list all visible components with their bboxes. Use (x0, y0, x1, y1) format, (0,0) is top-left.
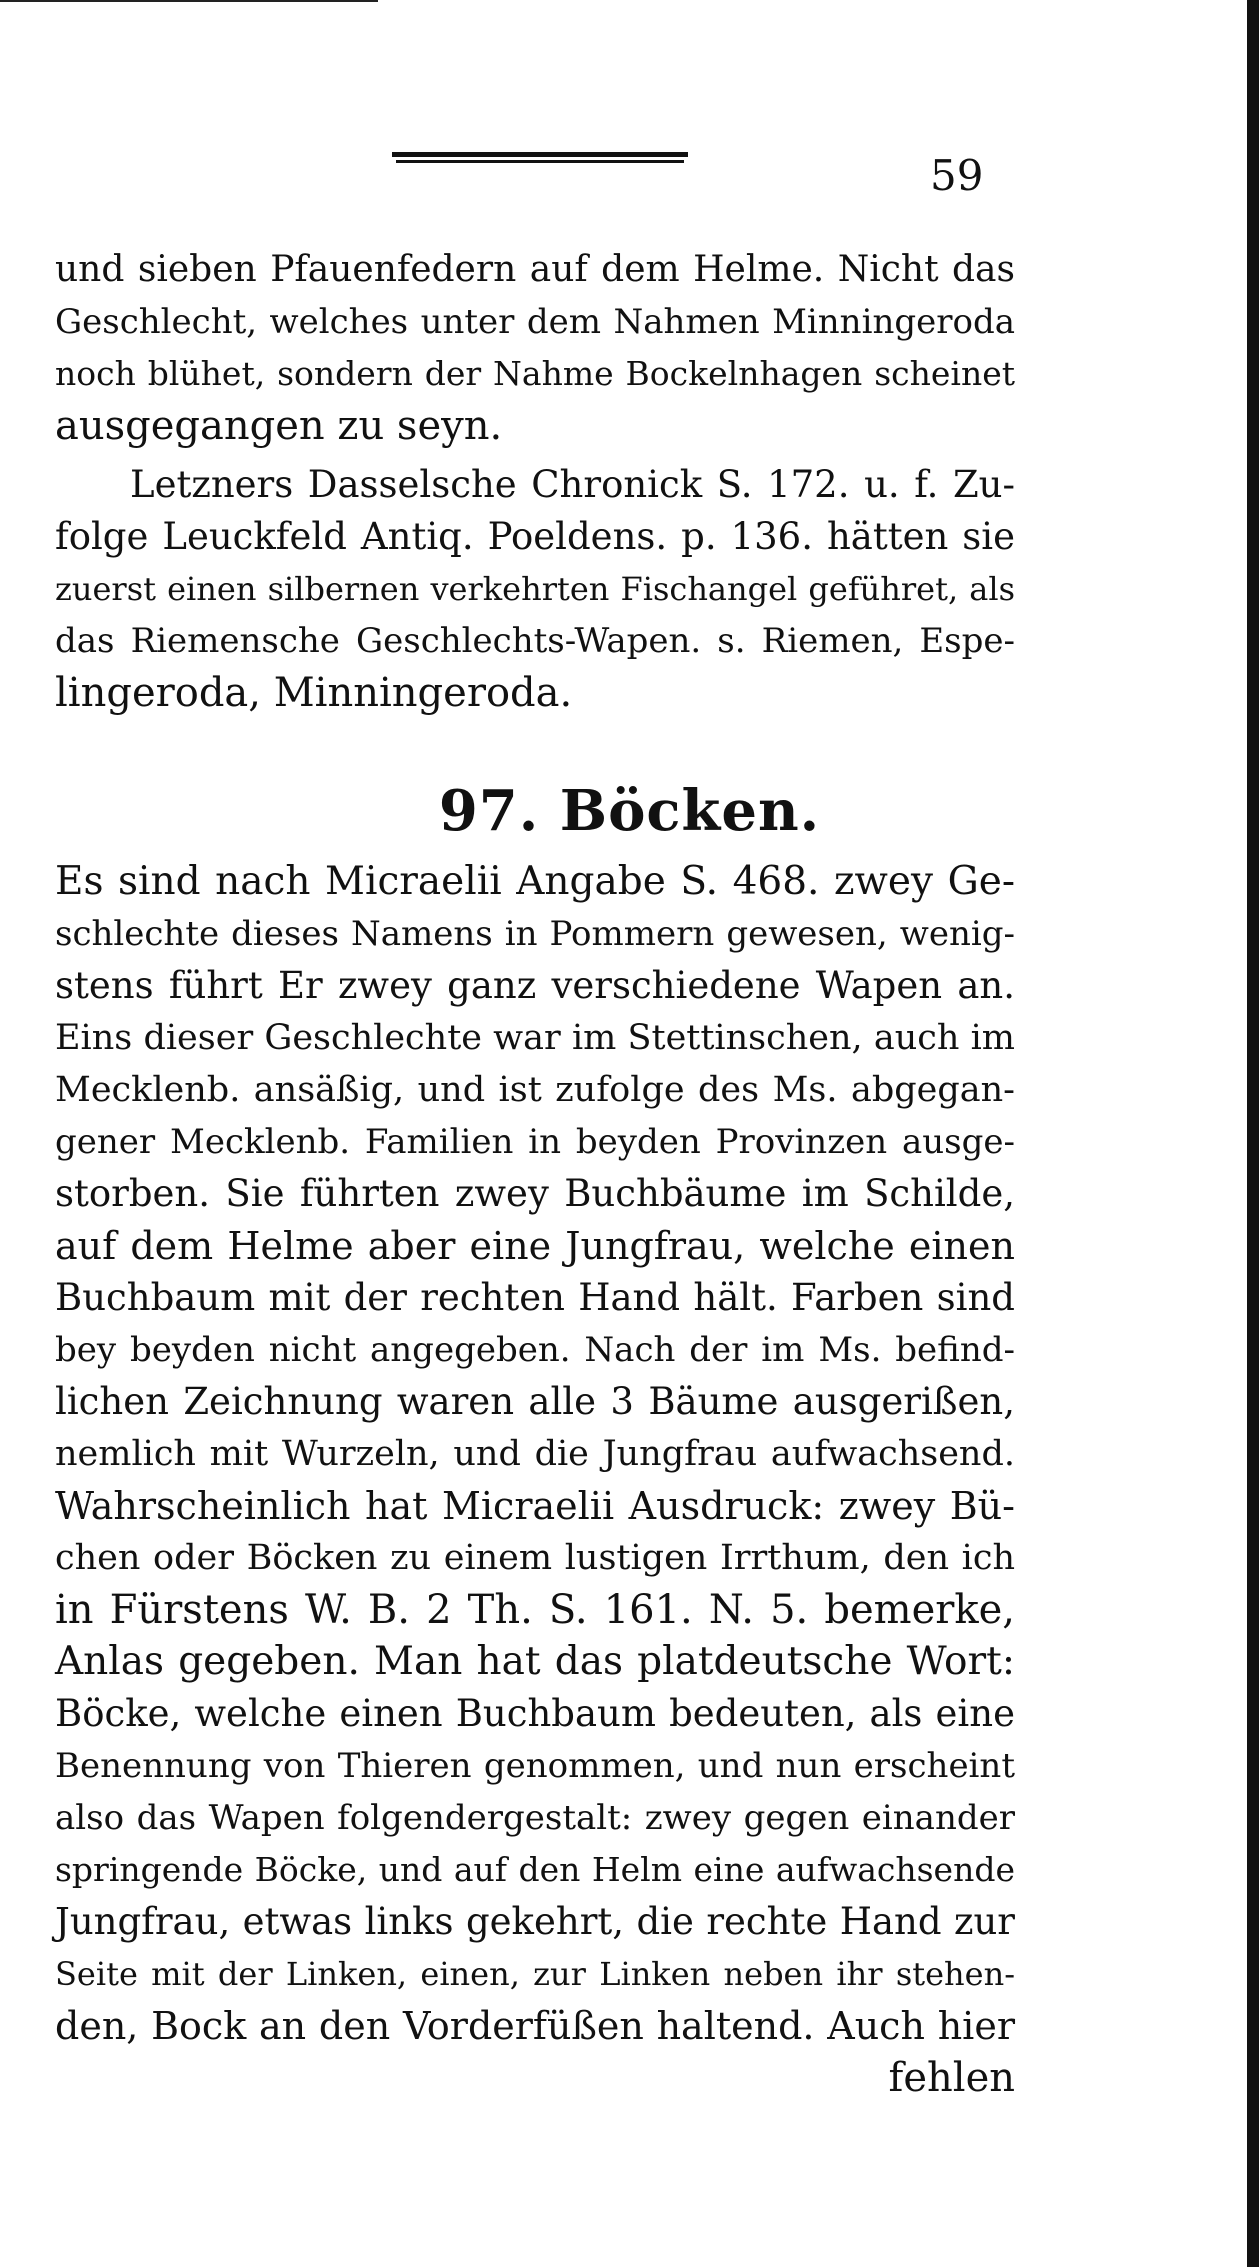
text-line: Böcke, welche einen Buchbaum bedeuten, als eine (55, 1692, 1015, 1735)
page-number: 59 (930, 151, 984, 200)
header-ornament-rule (392, 150, 688, 168)
top-edge-rule (0, 0, 378, 2)
text-line: und sieben Pfauenfedern auf dem Helme. Nicht das (55, 249, 1015, 290)
text-line: den, Bock an den Vorderfüßen haltend. Auch hier (55, 2004, 1015, 2048)
text-line: lichen Zeichnung waren alle 3 Bäume ausgerißen, (55, 1380, 1015, 1423)
text-line: Anlas gegeben. Man hat das platdeutsche Wort: (55, 1639, 1015, 1684)
text-line: Mecklenb. ansäßig, und ist zufolge des Ms. abgegan- (55, 1070, 1015, 1110)
text-line: Benennung von Thieren genommen, und nun erscheint (55, 1746, 1015, 1786)
text-line: gener Mecklenb. Familien in beyden Provinzen ausge- (55, 1122, 1015, 1162)
text-line: Geschlecht, welches unter dem Nahmen Minningeroda (55, 302, 1015, 342)
text-line: Jungfrau, etwas links gekehrt, die rechte Hand zur (55, 1900, 1015, 1943)
text-line: schlechte dieses Namens in Pommern gewesen, wenig- (55, 914, 1015, 954)
text-line: Letzners Dasselsche Chronick S. 172. u. f. Zu- (130, 463, 1015, 506)
text-line: springende Böcke, und auf den Helm eine aufwachsende (55, 1850, 1015, 1889)
text-line: Es sind nach Micraelii Angabe S. 468. zwey Ge- (55, 859, 1015, 904)
text-line: stens führt Er zwey ganz verschiedene Wapen an. (55, 964, 1015, 1007)
text-line: storben. Sie führten zwey Buchbäume im Schilde, (55, 1172, 1015, 1215)
text-line: Seite mit der Linken, einen, zur Linken neben ihr stehen- (55, 1955, 1015, 1993)
text-line: Buchbaum mit der rechten Hand hält. Farben sind (55, 1276, 1015, 1319)
right-page-edge (1247, 0, 1259, 2267)
text-line: Eins dieser Geschlechte war im Stettinschen, auch im (55, 1018, 1015, 1058)
text-line: noch blühet, sondern der Nahme Bockelnhagen scheinet (55, 354, 1015, 393)
text-line: folge Leuckfeld Antiq. Poeldens. p. 136. hätten sie (55, 515, 1015, 558)
text-line: ausgegangen zu seyn. (55, 403, 503, 449)
text-line: auf dem Helme aber eine Jungfrau, welche einen (55, 1224, 1015, 1268)
text-line: bey beyden nicht angegeben. Nach der im Ms. befind- (55, 1330, 1015, 1370)
section-heading: 97. Böcken. (438, 778, 821, 844)
text-line: Wahrscheinlich hat Micraelii Ausdruck: zwey Bü- (55, 1484, 1015, 1528)
text-line: nemlich mit Wurzeln, und die Jungfrau aufwachsend. (55, 1434, 1015, 1474)
text-line: lingeroda, Minningeroda. (55, 670, 573, 716)
text-line: chen oder Böcken zu einem lustigen Irrthum, den ich (55, 1538, 1015, 1578)
catchword: fehlen (888, 2055, 1015, 2101)
text-line: das Riemensche Geschlechts-Wapen. s. Riemen, Espe- (55, 621, 1015, 661)
text-line: in Fürstens W. B. 2 Th. S. 161. N. 5. bemerke, (55, 1587, 1015, 1633)
text-line: also das Wapen folgendergestalt: zwey gegen einander (55, 1798, 1015, 1838)
text-line: zuerst einen silbernen verkehrten Fischangel geführet, als (55, 570, 1015, 608)
